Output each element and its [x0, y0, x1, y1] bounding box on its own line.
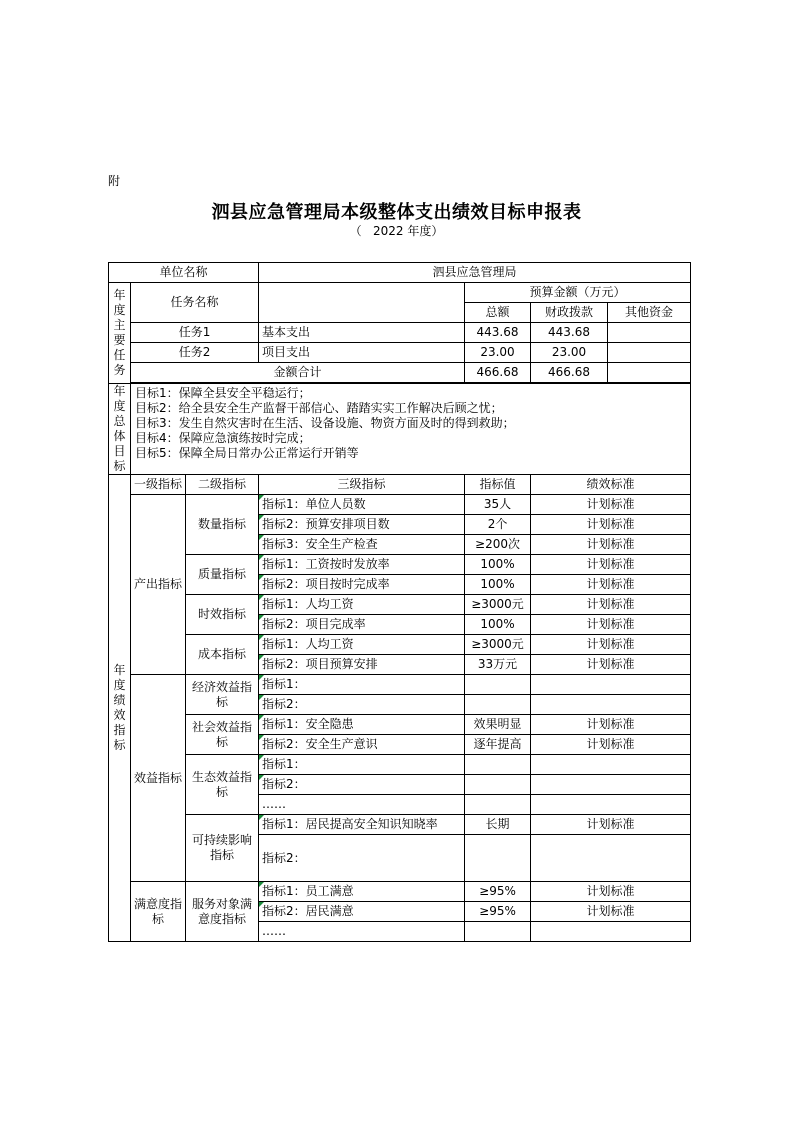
- indicator-value: [465, 755, 531, 775]
- indicator-standard: [531, 922, 691, 942]
- indicator-value: ≥3000元: [465, 595, 531, 615]
- indicator-standard: 计划标准: [531, 882, 691, 902]
- task-total: 23.00: [465, 343, 531, 363]
- annex-label: 附: [108, 174, 121, 188]
- sustainable-label: 可持续影响指标: [186, 815, 259, 882]
- indicator-header-row: [109, 475, 691, 495]
- indicator-standard: 计划标准: [531, 735, 691, 755]
- indicator-value: [465, 795, 531, 815]
- indicator-value: ≥3000元: [465, 635, 531, 655]
- standard-header: 绩效标准: [531, 475, 691, 495]
- indicator-standard: 计划标准: [531, 535, 691, 555]
- indicator-name: 指标2：居民满意: [259, 902, 465, 922]
- indicator-standard: 计划标准: [531, 815, 691, 835]
- indicators-side-label: 年度绩效指标: [109, 475, 131, 942]
- indicator-value: 效果明显: [465, 715, 531, 735]
- tasks-side-label: 年度主要任务: [109, 283, 131, 384]
- indicator-value: ≥95%: [465, 882, 531, 902]
- task-content-header: [259, 283, 465, 323]
- benefit-label: 效益指标: [131, 675, 186, 882]
- output-label: 产出指标: [131, 495, 186, 675]
- indicator-name: 指标1：人均工资: [259, 635, 465, 655]
- indicator-standard: 计划标准: [531, 575, 691, 595]
- task-row: [109, 323, 691, 343]
- indicator-name: 指标1：居民提高安全知识知晓率: [259, 815, 465, 835]
- indicator-row: [109, 555, 691, 575]
- indicator-name: 指标2：: [259, 775, 465, 795]
- indicator-standard: [531, 695, 691, 715]
- task-content: 基本支出: [259, 323, 465, 343]
- cost-label: 成本指标: [186, 635, 259, 675]
- goal-line: 目标2：给全县安全生产监督干部信心、踏踏实实工作解决后顾之忧；: [135, 401, 503, 415]
- indicator-row: [109, 815, 691, 835]
- ecological-label: 生态效益指标: [186, 755, 259, 815]
- economic-label: 经济效益指标: [186, 675, 259, 715]
- indicator-standard: [531, 775, 691, 795]
- task-fiscal: 23.00: [531, 343, 608, 363]
- task-name: 任务2: [131, 343, 259, 363]
- year-open: （: [349, 224, 362, 238]
- indicator-name: ……: [259, 922, 465, 942]
- indicator-name: ……: [259, 795, 465, 815]
- task-name: 任务1: [131, 323, 259, 343]
- sum-other: [608, 363, 691, 383]
- task-total: 443.68: [465, 323, 531, 343]
- level3-header: 三级指标: [259, 475, 465, 495]
- indicator-standard: 计划标准: [531, 902, 691, 922]
- indicator-name: 指标2：安全生产意识: [259, 735, 465, 755]
- sum-fiscal: 466.68: [531, 363, 608, 383]
- indicator-standard: 计划标准: [531, 655, 691, 675]
- indicator-name: 指标3：安全生产检查: [259, 535, 465, 555]
- indicator-row: [109, 635, 691, 655]
- value-header: 指标值: [465, 475, 531, 495]
- indicator-value: [465, 922, 531, 942]
- indicator-row: [109, 495, 691, 515]
- sum-total: 466.68: [465, 363, 531, 383]
- task-row: [109, 343, 691, 363]
- task-content: 项目支出: [259, 343, 465, 363]
- performance-target-table: [108, 262, 691, 942]
- level2-header: 二级指标: [186, 475, 259, 495]
- indicator-row: [109, 595, 691, 615]
- indicator-value: [465, 835, 531, 882]
- indicator-name: 指标2：: [259, 695, 465, 715]
- goal-line: 目标1：保障全县安全平稳运行；: [135, 386, 311, 400]
- indicator-value: [465, 675, 531, 695]
- indicator-row: [109, 882, 691, 902]
- indicator-standard: 计划标准: [531, 615, 691, 635]
- indicator-standard: [531, 835, 691, 882]
- goal-line: 目标5：保障全局日常办公正常运行开销等: [135, 446, 359, 460]
- task-fiscal: 443.68: [531, 323, 608, 343]
- indicator-value: [465, 775, 531, 795]
- service-label: 服务对象满意度指标: [186, 882, 259, 942]
- goals-side-label: 年度总体目标: [109, 384, 131, 475]
- indicator-name: 指标2：项目按时完成率: [259, 575, 465, 595]
- task-sum-row: [109, 363, 691, 383]
- level1-header: 一级指标: [131, 475, 186, 495]
- unit-row: [109, 263, 691, 283]
- indicator-row: [109, 755, 691, 775]
- indicator-value: ≥95%: [465, 902, 531, 922]
- unit-label: 单位名称: [109, 263, 259, 283]
- goals-text: [131, 384, 691, 475]
- year-line: [0, 222, 793, 239]
- year-value: 2022: [373, 224, 404, 238]
- satisfaction-label: 满意度指标: [131, 882, 186, 942]
- goals-row: [109, 384, 691, 475]
- timeliness-label: 时效指标: [186, 595, 259, 635]
- indicator-name: 指标1：: [259, 755, 465, 775]
- page-title: 泗县应急管理局本级整体支出绩效目标申报表: [211, 202, 582, 223]
- indicator-standard: [531, 755, 691, 775]
- indicator-standard: 计划标准: [531, 515, 691, 535]
- indicator-standard: 计划标准: [531, 555, 691, 575]
- task-name-header: 任务名称: [131, 283, 259, 323]
- indicator-row: [109, 715, 691, 735]
- indicator-name: 指标1：员工满意: [259, 882, 465, 902]
- indicator-value: 2个: [465, 515, 531, 535]
- goal-line: 目标4：保障应急演练按时完成；: [135, 431, 311, 445]
- indicator-name: 指标2：项目完成率: [259, 615, 465, 635]
- indicator-value: ≥200次: [465, 535, 531, 555]
- indicator-value: 100%: [465, 615, 531, 635]
- indicator-value: 100%: [465, 555, 531, 575]
- social-label: 社会效益指标: [186, 715, 259, 755]
- indicator-standard: 计划标准: [531, 715, 691, 735]
- indicator-row: [109, 675, 691, 695]
- indicator-name: 指标2：预算安排项目数: [259, 515, 465, 535]
- indicator-name: 指标1：人均工资: [259, 595, 465, 615]
- indicator-standard: 计划标准: [531, 595, 691, 615]
- indicator-value: 33万元: [465, 655, 531, 675]
- indicator-standard: [531, 675, 691, 695]
- indicator-name: 指标1：安全隐患: [259, 715, 465, 735]
- indicator-name: 指标1：工资按时发放率: [259, 555, 465, 575]
- indicator-name: 指标2：项目预算安排: [259, 655, 465, 675]
- indicator-value: 逐年提高: [465, 735, 531, 755]
- indicator-standard: [531, 795, 691, 815]
- task-other: [608, 343, 691, 363]
- indicator-value: 长期: [465, 815, 531, 835]
- col-total-header: 总额: [465, 303, 531, 323]
- quantity-label: 数量指标: [186, 495, 259, 555]
- col-fiscal-header: 财政拨款: [531, 303, 608, 323]
- task-other: [608, 323, 691, 343]
- budget-header: 预算金额（万元）: [465, 283, 691, 303]
- sum-label: 金额合计: [131, 363, 465, 383]
- task-header-row: [109, 283, 691, 303]
- quality-label: 质量指标: [186, 555, 259, 595]
- indicator-standard: 计划标准: [531, 495, 691, 515]
- indicator-value: [465, 695, 531, 715]
- indicator-name: 指标1：: [259, 675, 465, 695]
- indicator-standard: 计划标准: [531, 635, 691, 655]
- indicator-name: 指标1：单位人员数: [259, 495, 465, 515]
- indicator-name: 指标2：: [259, 835, 465, 882]
- indicator-value: 100%: [465, 575, 531, 595]
- indicator-value: 35人: [465, 495, 531, 515]
- col-other-header: 其他资金: [608, 303, 691, 323]
- unit-value: 泗县应急管理局: [259, 263, 691, 283]
- year-close: 年度）: [407, 224, 444, 238]
- goal-line: 目标3：发生自然灾害时在生活、设备设施、物资方面及时的得到救助；: [135, 416, 515, 430]
